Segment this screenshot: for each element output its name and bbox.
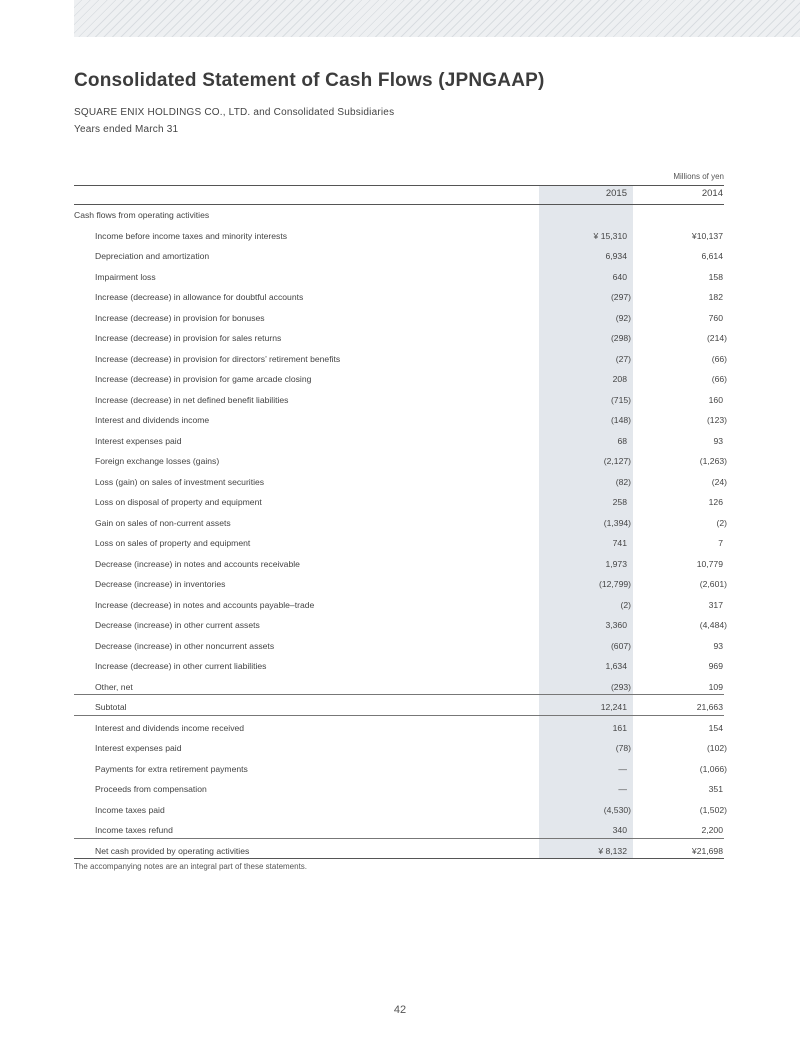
value-2015: 741 xyxy=(612,538,627,548)
table-row xyxy=(0,432,800,453)
value-2014: (66) xyxy=(711,374,727,384)
value-2014: (1,502) xyxy=(699,804,727,815)
value-2015: (298) xyxy=(610,333,631,343)
value-2015: (4,530) xyxy=(603,804,631,815)
value-2015: (148) xyxy=(610,415,631,425)
value-2015: 161 xyxy=(612,722,627,733)
row-label: Increase (decrease) in other current liabilities xyxy=(95,661,267,671)
value-2015: 6,934 xyxy=(605,251,627,261)
row-label: Gain on sales of non-current assets xyxy=(95,517,231,528)
company-name: SQUARE ENIX HOLDINGS CO., LTD. and Consolidated Subsidiaries xyxy=(74,107,395,118)
value-2015: ¥ 15,310 xyxy=(593,230,627,241)
table-row xyxy=(0,616,800,637)
value-2015: (715) xyxy=(610,394,631,405)
value-2015: (297) xyxy=(610,292,631,302)
table-row xyxy=(0,760,800,781)
value-2014: (1,066) xyxy=(699,763,727,774)
row-label: Interest expenses paid xyxy=(95,435,182,446)
table-row xyxy=(0,247,800,268)
row-label: Increase (decrease) in provision for game arcade closing xyxy=(95,374,312,384)
value-2014: 7 xyxy=(718,538,723,548)
table-row xyxy=(0,350,800,371)
value-2015: (12,799) xyxy=(598,579,631,589)
table-row xyxy=(0,309,800,330)
table-row xyxy=(0,780,800,801)
table-row xyxy=(0,575,800,596)
table-row xyxy=(0,801,800,822)
table-row xyxy=(0,719,800,740)
value-2014: (2,601) xyxy=(699,579,727,589)
year-header-2015: 2015 xyxy=(605,188,627,199)
value-2014: 160 xyxy=(708,394,723,405)
value-2015: (293) xyxy=(610,681,631,692)
unit-label: Millions of yen xyxy=(673,172,724,181)
section-header-row xyxy=(0,206,800,227)
value-2015: 208 xyxy=(612,374,627,384)
row-label: Decrease (increase) in other noncurrent assets xyxy=(95,640,275,651)
table-row xyxy=(0,739,800,760)
row-label: Interest and dividends income xyxy=(95,415,210,425)
value-2014: 969 xyxy=(708,661,723,671)
row-label: Increase (decrease) in provision for bonuses xyxy=(95,312,265,323)
value-2014: (214) xyxy=(706,333,727,343)
value-2014: 10,779 xyxy=(696,558,723,569)
value-2014: (4,484) xyxy=(699,620,727,630)
subtotal-top-rule xyxy=(74,694,724,695)
table-row xyxy=(0,493,800,514)
table-row xyxy=(0,391,800,412)
value-2014: 109 xyxy=(708,681,723,692)
row-label: Decrease (increase) in notes and accounts receivable xyxy=(95,558,300,569)
value-2014: 6,614 xyxy=(701,251,723,261)
value-2014: 182 xyxy=(708,292,723,302)
row-label: Payments for extra retirement payments xyxy=(95,763,248,774)
row-label: Increase (decrease) in allowance for doubtful accounts xyxy=(95,292,304,302)
table-row xyxy=(0,411,800,432)
value-2015: 340 xyxy=(612,825,627,835)
net-cash-bottom-rule xyxy=(74,858,724,859)
table-row xyxy=(0,329,800,350)
row-label: Loss (gain) on sales of investment securities xyxy=(95,476,265,487)
row-label: Decrease (increase) in inventories xyxy=(95,579,226,589)
row-label: Depreciation and amortization xyxy=(95,251,210,261)
value-2014: ¥21,698 xyxy=(691,845,723,856)
table-row xyxy=(0,452,800,473)
value-2014: (1,263) xyxy=(699,456,727,466)
table-row xyxy=(0,555,800,576)
row-label: Proceeds from compensation xyxy=(95,784,207,794)
cash-flow-table-body xyxy=(0,206,800,862)
table-row xyxy=(0,370,800,391)
row-label: Subtotal xyxy=(95,702,127,712)
footnote: The accompanying notes are an integral part of these statements. xyxy=(74,862,308,871)
value-2014: 93 xyxy=(713,640,723,651)
section-header-label: Cash flows from operating activities xyxy=(74,210,210,220)
value-2015: 1,973 xyxy=(605,558,627,569)
year-header-2014: 2014 xyxy=(701,188,723,199)
value-2014: (102) xyxy=(706,743,727,753)
row-label: Interest expenses paid xyxy=(95,743,182,753)
row-label: Net cash provided by operating activities xyxy=(95,845,250,856)
table-row xyxy=(0,227,800,248)
value-2014: 351 xyxy=(708,784,723,794)
value-2015: 68 xyxy=(617,435,627,446)
value-2014: 2,200 xyxy=(701,825,723,835)
value-2015: (82) xyxy=(615,476,631,487)
table-header-rule xyxy=(74,204,724,205)
value-2015: — xyxy=(618,784,627,794)
value-2015: (2,127) xyxy=(603,456,631,466)
table-row xyxy=(0,637,800,658)
row-label: Income taxes paid xyxy=(95,804,165,815)
row-label: Income before income taxes and minority interests xyxy=(95,230,288,241)
header-decorative-band xyxy=(74,0,800,37)
value-2014: 154 xyxy=(708,722,723,733)
table-row xyxy=(0,514,800,535)
value-2015: — xyxy=(618,763,627,774)
value-2014: (123) xyxy=(706,415,727,425)
value-2014: (24) xyxy=(711,476,727,487)
value-2014: ¥10,137 xyxy=(691,230,723,241)
value-2015: (78) xyxy=(615,743,631,753)
row-label: Increase (decrease) in net defined benefit liabilities xyxy=(95,394,289,405)
value-2015: 3,360 xyxy=(605,620,627,630)
table-row xyxy=(0,657,800,678)
value-2014: 317 xyxy=(708,599,723,610)
value-2015: ¥ 8,132 xyxy=(598,845,627,856)
value-2015: (27) xyxy=(615,353,631,364)
row-label: Increase (decrease) in provision for sales returns xyxy=(95,333,282,343)
row-label: Loss on sales of property and equipment xyxy=(95,538,251,548)
value-2015: 1,634 xyxy=(605,661,627,671)
table-row xyxy=(0,534,800,555)
value-2015: (607) xyxy=(610,640,631,651)
subtotal-bottom-rule xyxy=(74,715,724,716)
value-2015: 640 xyxy=(612,271,627,282)
table-row xyxy=(0,288,800,309)
row-label: Foreign exchange losses (gains) xyxy=(95,456,220,466)
value-2015: 12,241 xyxy=(600,702,627,712)
row-label: Increase (decrease) in notes and accounts payable–trade xyxy=(95,599,315,610)
value-2014: (66) xyxy=(711,353,727,364)
table-row xyxy=(0,473,800,494)
value-2014: 760 xyxy=(708,312,723,323)
value-2015: (1,394) xyxy=(603,517,631,528)
table-top-rule xyxy=(74,185,724,186)
row-label: Other, net xyxy=(95,681,133,692)
value-2014: 126 xyxy=(708,497,723,507)
reporting-period: Years ended March 31 xyxy=(74,124,179,135)
row-label: Decrease (increase) in other current assets xyxy=(95,620,260,630)
row-label: Loss on disposal of property and equipment xyxy=(95,497,262,507)
row-label: Interest and dividends income received xyxy=(95,722,245,733)
value-2015: (2) xyxy=(620,599,631,610)
value-2015: 258 xyxy=(612,497,627,507)
value-2014: 158 xyxy=(708,271,723,282)
row-label: Income taxes refund xyxy=(95,825,173,835)
row-label: Increase (decrease) in provision for directors’ retirement benefits xyxy=(95,353,341,364)
value-2014: 93 xyxy=(713,435,723,446)
net-cash-top-rule xyxy=(74,838,724,839)
table-row xyxy=(0,596,800,617)
value-2014: (2) xyxy=(716,517,727,528)
value-2015: (92) xyxy=(615,312,631,323)
page-number: 42 xyxy=(393,1004,407,1016)
value-2014: 21,663 xyxy=(696,702,723,712)
row-label: Impairment loss xyxy=(95,271,156,282)
page-title: Consolidated Statement of Cash Flows (JPNGAAP) xyxy=(74,70,545,91)
table-row xyxy=(0,268,800,289)
